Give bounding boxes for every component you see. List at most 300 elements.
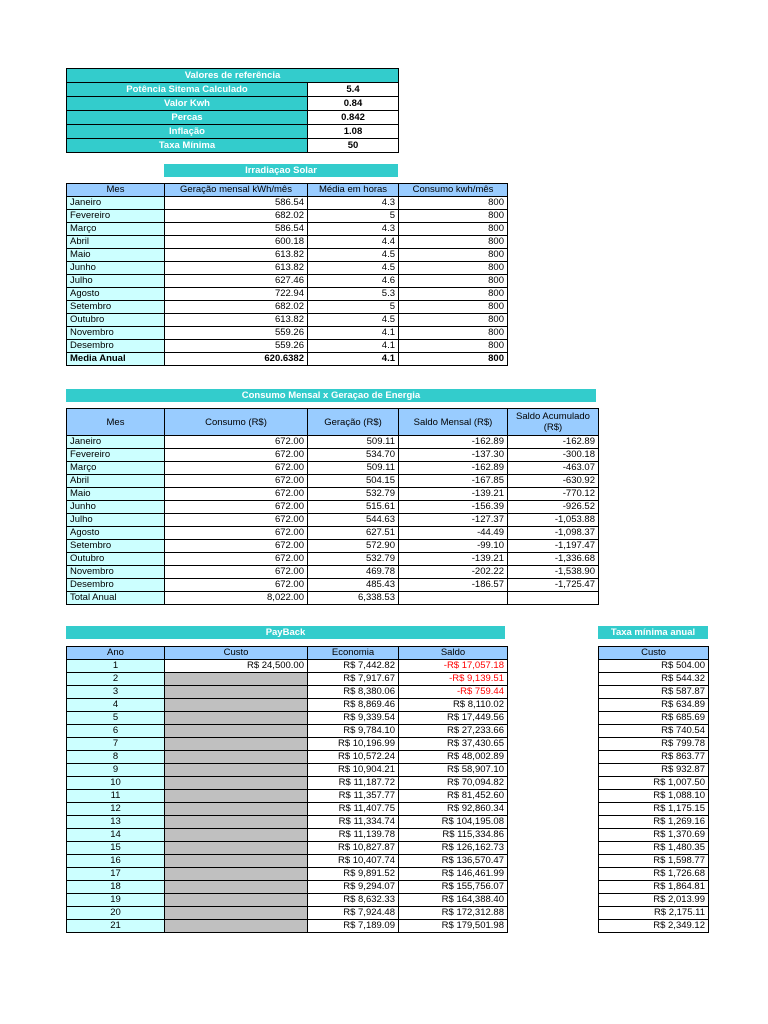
total-label: Total Anual — [67, 592, 165, 605]
value-cell: -770.12 — [508, 488, 599, 501]
value-cell: -1,053.88 — [508, 514, 599, 527]
value-cell: -463.07 — [508, 462, 599, 475]
value-cell: 672.00 — [165, 488, 308, 501]
month-cell: Setembro — [67, 301, 165, 314]
reference-row — [67, 111, 399, 125]
value-cell: 586.54 — [165, 223, 308, 236]
balance-cell: R$ 179,501.98 — [399, 920, 508, 933]
cost-cell — [165, 868, 308, 881]
minrate-cost-cell: R$ 1,370.69 — [599, 829, 709, 842]
minrate-cost-cell: R$ 1,864.81 — [599, 881, 709, 894]
cost-cell — [165, 855, 308, 868]
value-cell: 800 — [399, 249, 508, 262]
minrate-cost-cell: R$ 685.69 — [599, 712, 709, 725]
savings-cell: R$ 7,442.82 — [308, 660, 399, 673]
table-row — [67, 579, 599, 592]
value-cell: 800 — [399, 340, 508, 353]
table-row — [67, 803, 508, 816]
savings-cell: R$ 8,632.33 — [308, 894, 399, 907]
value-cell: -1,336.68 — [508, 553, 599, 566]
year-cell: 4 — [67, 699, 165, 712]
savings-cell: R$ 7,924.48 — [308, 907, 399, 920]
irradiation-header-row — [67, 184, 508, 197]
balance-cell: R$ 136,570.47 — [399, 855, 508, 868]
irradiation-total-row — [67, 353, 508, 366]
payback-column-header: Ano — [67, 647, 165, 660]
value-cell: -139.21 — [399, 553, 508, 566]
total-label: Media Anual — [67, 353, 165, 366]
table-row — [67, 881, 508, 894]
value-cell: 800 — [399, 288, 508, 301]
table-row — [599, 855, 709, 868]
minrate-cost-cell: R$ 1,598.77 — [599, 855, 709, 868]
irradiation-title: Irradiaçao Solar — [164, 164, 398, 177]
value-cell: 559.26 — [165, 327, 308, 340]
reference-label: Taxa Mínima — [67, 139, 308, 153]
value-cell: 672.00 — [165, 527, 308, 540]
table-row — [67, 829, 508, 842]
value-cell: 4.4 — [308, 236, 399, 249]
table-row — [67, 275, 508, 288]
cost-cell: R$ 24,500.00 — [165, 660, 308, 673]
payback-title: PayBack — [66, 626, 505, 639]
year-cell: 1 — [67, 660, 165, 673]
balance-cell: R$ 70,094.82 — [399, 777, 508, 790]
reference-value: 50 — [308, 139, 399, 153]
value-cell: 509.11 — [308, 436, 399, 449]
value-cell: 672.00 — [165, 462, 308, 475]
year-cell: 20 — [67, 907, 165, 920]
cost-cell — [165, 842, 308, 855]
year-cell: 15 — [67, 842, 165, 855]
cost-cell — [165, 829, 308, 842]
balance-cell: R$ 81,452.60 — [399, 790, 508, 803]
minrate-section — [598, 646, 709, 933]
cost-cell — [165, 790, 308, 803]
balance-cell: R$ 37,430.65 — [399, 738, 508, 751]
reference-title: Valores de referência — [67, 69, 399, 83]
balance-cell: R$ 155,756.07 — [399, 881, 508, 894]
minrate-cost-cell: R$ 2,175.11 — [599, 907, 709, 920]
value-cell: -162.89 — [399, 436, 508, 449]
minrate-cost-cell: R$ 1,007.50 — [599, 777, 709, 790]
value-cell: 722.94 — [165, 288, 308, 301]
table-row — [599, 725, 709, 738]
reference-value: 1.08 — [308, 125, 399, 139]
value-cell: -1,197.47 — [508, 540, 599, 553]
value-cell: 504.15 — [308, 475, 399, 488]
table-row — [67, 327, 508, 340]
cost-cell — [165, 907, 308, 920]
consumption-column-header: Geração (R$) — [308, 409, 399, 436]
reference-label: Potência Sitema Calculado — [67, 83, 308, 97]
month-cell: Desembro — [67, 340, 165, 353]
table-row — [67, 553, 599, 566]
value-cell: 4.6 — [308, 275, 399, 288]
month-cell: Agosto — [67, 288, 165, 301]
month-cell: Agosto — [67, 527, 165, 540]
year-cell: 18 — [67, 881, 165, 894]
month-cell: Julho — [67, 514, 165, 527]
year-cell: 21 — [67, 920, 165, 933]
minrate-cost-cell: R$ 932.87 — [599, 764, 709, 777]
year-cell: 11 — [67, 790, 165, 803]
table-row — [67, 712, 508, 725]
value-cell: 613.82 — [165, 249, 308, 262]
table-row — [67, 527, 599, 540]
value-cell: 682.02 — [165, 301, 308, 314]
value-cell: -139.21 — [399, 488, 508, 501]
minrate-cost-cell: R$ 863.77 — [599, 751, 709, 764]
cost-cell — [165, 738, 308, 751]
year-cell: 17 — [67, 868, 165, 881]
value-cell: -630.92 — [508, 475, 599, 488]
payback-table — [66, 646, 508, 933]
cost-cell — [165, 764, 308, 777]
value-cell: 672.00 — [165, 436, 308, 449]
consumption-column-header: Saldo Acumulado (R$) — [508, 409, 599, 436]
balance-cell: R$ 126,162.73 — [399, 842, 508, 855]
table-row — [67, 673, 508, 686]
value-cell: 515.61 — [308, 501, 399, 514]
table-row — [599, 738, 709, 751]
month-cell: Janeiro — [67, 436, 165, 449]
value-cell: 672.00 — [165, 501, 308, 514]
cost-cell — [165, 686, 308, 699]
value-cell: 800 — [399, 236, 508, 249]
table-row — [599, 829, 709, 842]
table-row — [67, 249, 508, 262]
value-cell: -167.85 — [399, 475, 508, 488]
value-cell: 672.00 — [165, 514, 308, 527]
month-cell: Maio — [67, 488, 165, 501]
total-value — [508, 592, 599, 605]
savings-cell: R$ 7,917.67 — [308, 673, 399, 686]
reference-title-row — [67, 69, 399, 83]
value-cell: 672.00 — [165, 579, 308, 592]
minrate-cost-cell: R$ 634.89 — [599, 699, 709, 712]
payback-header-row — [67, 647, 508, 660]
minrate-cost-cell: R$ 1,480.35 — [599, 842, 709, 855]
value-cell: -202.22 — [399, 566, 508, 579]
value-cell: 509.11 — [308, 462, 399, 475]
value-cell: -156.39 — [399, 501, 508, 514]
value-cell: -162.89 — [508, 436, 599, 449]
savings-cell: R$ 10,904.21 — [308, 764, 399, 777]
payback-column-header: Custo — [165, 647, 308, 660]
month-cell: Abril — [67, 475, 165, 488]
value-cell: 600.18 — [165, 236, 308, 249]
value-cell: 469.78 — [308, 566, 399, 579]
irradiation-column-header: Média em horas — [308, 184, 399, 197]
table-row — [67, 449, 599, 462]
minrate-cost-cell: R$ 1,726.68 — [599, 868, 709, 881]
table-row — [67, 894, 508, 907]
balance-cell: R$ 172,312.88 — [399, 907, 508, 920]
savings-cell: R$ 11,334.74 — [308, 816, 399, 829]
balance-cell: R$ 164,388.40 — [399, 894, 508, 907]
value-cell: 627.46 — [165, 275, 308, 288]
table-row — [67, 262, 508, 275]
balance-cell: -R$ 17,057.18 — [399, 660, 508, 673]
value-cell: 485.43 — [308, 579, 399, 592]
month-cell: Outubro — [67, 314, 165, 327]
balance-cell: R$ 146,461.99 — [399, 868, 508, 881]
reference-value: 0.842 — [308, 111, 399, 125]
table-row — [599, 842, 709, 855]
table-row — [599, 868, 709, 881]
reference-row — [67, 97, 399, 111]
value-cell: 672.00 — [165, 475, 308, 488]
table-row — [67, 777, 508, 790]
value-cell: 672.00 — [165, 553, 308, 566]
balance-cell: R$ 92,860.34 — [399, 803, 508, 816]
minrate-cost-cell: R$ 2,349.12 — [599, 920, 709, 933]
table-row — [67, 855, 508, 868]
month-cell: Fevereiro — [67, 449, 165, 462]
table-row — [67, 660, 508, 673]
irradiation-section — [66, 183, 508, 366]
table-row — [599, 894, 709, 907]
value-cell: 532.79 — [308, 553, 399, 566]
minrate-cost-cell: R$ 544.32 — [599, 673, 709, 686]
minrate-cost-cell: R$ 1,175.15 — [599, 803, 709, 816]
savings-cell: R$ 9,294.07 — [308, 881, 399, 894]
year-cell: 6 — [67, 725, 165, 738]
table-row — [67, 340, 508, 353]
table-row — [67, 301, 508, 314]
table-row — [599, 816, 709, 829]
year-cell: 10 — [67, 777, 165, 790]
value-cell: 613.82 — [165, 262, 308, 275]
savings-cell: R$ 11,139.78 — [308, 829, 399, 842]
balance-cell: R$ 17,449.56 — [399, 712, 508, 725]
consumption-total-row — [67, 592, 599, 605]
balance-cell: -R$ 9,139.51 — [399, 673, 508, 686]
total-value: 8,022.00 — [165, 592, 308, 605]
cost-cell — [165, 725, 308, 738]
value-cell: 4.5 — [308, 249, 399, 262]
table-row — [599, 660, 709, 673]
value-cell: 5 — [308, 301, 399, 314]
reference-value: 0.84 — [308, 97, 399, 111]
year-cell: 19 — [67, 894, 165, 907]
irradiation-column-header: Mes — [67, 184, 165, 197]
value-cell: 5 — [308, 210, 399, 223]
value-cell: -127.37 — [399, 514, 508, 527]
minrate-cost-cell: R$ 504.00 — [599, 660, 709, 673]
year-cell: 12 — [67, 803, 165, 816]
table-row — [67, 475, 599, 488]
table-row — [67, 436, 599, 449]
value-cell: 4.5 — [308, 314, 399, 327]
value-cell: -926.52 — [508, 501, 599, 514]
value-cell: 800 — [399, 197, 508, 210]
table-row — [599, 712, 709, 725]
savings-cell: R$ 9,891.52 — [308, 868, 399, 881]
value-cell: 544.63 — [308, 514, 399, 527]
value-cell: 586.54 — [165, 197, 308, 210]
table-row — [67, 288, 508, 301]
month-cell: Março — [67, 462, 165, 475]
savings-cell: R$ 7,189.09 — [308, 920, 399, 933]
month-cell: Novembro — [67, 566, 165, 579]
consumption-header-row — [67, 409, 599, 436]
savings-cell: R$ 9,339.54 — [308, 712, 399, 725]
value-cell: 532.79 — [308, 488, 399, 501]
table-row — [599, 907, 709, 920]
table-row — [599, 881, 709, 894]
cost-cell — [165, 881, 308, 894]
table-row — [67, 868, 508, 881]
table-row — [599, 686, 709, 699]
month-cell: Desembro — [67, 579, 165, 592]
table-row — [67, 816, 508, 829]
table-row — [599, 777, 709, 790]
consumption-column-header: Mes — [67, 409, 165, 436]
table-row — [67, 540, 599, 553]
balance-cell: -R$ 759.44 — [399, 686, 508, 699]
value-cell: 4.3 — [308, 223, 399, 236]
value-cell: -44.49 — [399, 527, 508, 540]
value-cell: 5.3 — [308, 288, 399, 301]
cost-cell — [165, 712, 308, 725]
value-cell: 800 — [399, 327, 508, 340]
reference-row — [67, 139, 399, 153]
table-row — [67, 462, 599, 475]
value-cell: 672.00 — [165, 540, 308, 553]
total-value: 4.1 — [308, 353, 399, 366]
minrate-title: Taxa mínima anual — [598, 626, 708, 639]
table-row — [67, 907, 508, 920]
year-cell: 3 — [67, 686, 165, 699]
total-value: 6,338.53 — [308, 592, 399, 605]
consumption-column-header: Consumo (R$) — [165, 409, 308, 436]
year-cell: 7 — [67, 738, 165, 751]
year-cell: 5 — [67, 712, 165, 725]
savings-cell: R$ 11,357.77 — [308, 790, 399, 803]
year-cell: 14 — [67, 829, 165, 842]
month-cell: Abril — [67, 236, 165, 249]
value-cell: 672.00 — [165, 449, 308, 462]
minrate-cost-cell: R$ 1,088.10 — [599, 790, 709, 803]
minrate-header: Custo — [599, 647, 709, 660]
value-cell: 4.3 — [308, 197, 399, 210]
cost-cell — [165, 751, 308, 764]
reference-value: 5.4 — [308, 83, 399, 97]
table-row — [67, 725, 508, 738]
savings-cell: R$ 10,196.99 — [308, 738, 399, 751]
table-row — [599, 764, 709, 777]
reference-label: Inflação — [67, 125, 308, 139]
total-value: 800 — [399, 353, 508, 366]
table-row — [67, 699, 508, 712]
value-cell: -162.89 — [399, 462, 508, 475]
minrate-table — [598, 646, 709, 933]
month-cell: Janeiro — [67, 197, 165, 210]
cost-cell — [165, 673, 308, 686]
table-row — [67, 501, 599, 514]
savings-cell: R$ 8,380.06 — [308, 686, 399, 699]
savings-cell: R$ 11,187.72 — [308, 777, 399, 790]
value-cell: -1,725.47 — [508, 579, 599, 592]
irradiation-column-header: Consumo kwh/mês — [399, 184, 508, 197]
minrate-cost-cell: R$ 587.87 — [599, 686, 709, 699]
balance-cell: R$ 115,334.86 — [399, 829, 508, 842]
table-row — [67, 842, 508, 855]
value-cell: 800 — [399, 275, 508, 288]
value-cell: 800 — [399, 262, 508, 275]
balance-cell: R$ 48,002.89 — [399, 751, 508, 764]
month-cell: Novembro — [67, 327, 165, 340]
savings-cell: R$ 10,572.24 — [308, 751, 399, 764]
table-row — [67, 566, 599, 579]
table-row — [599, 920, 709, 933]
irradiation-table — [66, 183, 508, 366]
value-cell: -137.30 — [399, 449, 508, 462]
month-cell: Outubro — [67, 553, 165, 566]
value-cell: -300.18 — [508, 449, 599, 462]
balance-cell: R$ 27,233.66 — [399, 725, 508, 738]
value-cell: 4.1 — [308, 327, 399, 340]
balance-cell: R$ 104,195.08 — [399, 816, 508, 829]
table-row — [599, 699, 709, 712]
total-value: 620.6382 — [165, 353, 308, 366]
minrate-cost-cell: R$ 799.78 — [599, 738, 709, 751]
year-cell: 9 — [67, 764, 165, 777]
value-cell: 4.1 — [308, 340, 399, 353]
cost-cell — [165, 920, 308, 933]
reference-row — [67, 125, 399, 139]
payback-column-header: Saldo — [399, 647, 508, 660]
payback-column-header: Economia — [308, 647, 399, 660]
table-row — [67, 223, 508, 236]
month-cell: Junho — [67, 262, 165, 275]
balance-cell: R$ 58,907.10 — [399, 764, 508, 777]
table-row — [67, 236, 508, 249]
minrate-cost-cell: R$ 1,269.16 — [599, 816, 709, 829]
table-row — [599, 673, 709, 686]
year-cell: 16 — [67, 855, 165, 868]
table-row — [67, 686, 508, 699]
value-cell: 534.70 — [308, 449, 399, 462]
value-cell: 613.82 — [165, 314, 308, 327]
value-cell: -1,538.90 — [508, 566, 599, 579]
table-row — [67, 197, 508, 210]
table-row — [67, 751, 508, 764]
cost-cell — [165, 699, 308, 712]
cost-cell — [165, 816, 308, 829]
value-cell: 559.26 — [165, 340, 308, 353]
table-row — [599, 751, 709, 764]
consumption-table — [66, 408, 599, 605]
value-cell: -186.57 — [399, 579, 508, 592]
savings-cell: R$ 8,869.46 — [308, 699, 399, 712]
irradiation-column-header: Geração mensal kWh/mês — [165, 184, 308, 197]
cost-cell — [165, 777, 308, 790]
reference-table — [66, 68, 399, 153]
reference-row — [67, 83, 399, 97]
table-row — [67, 514, 599, 527]
value-cell: 800 — [399, 314, 508, 327]
payback-section — [66, 646, 508, 933]
month-cell: Julho — [67, 275, 165, 288]
table-row — [67, 314, 508, 327]
reference-label: Valor Kwh — [67, 97, 308, 111]
table-row — [599, 790, 709, 803]
year-cell: 2 — [67, 673, 165, 686]
value-cell: 800 — [399, 210, 508, 223]
